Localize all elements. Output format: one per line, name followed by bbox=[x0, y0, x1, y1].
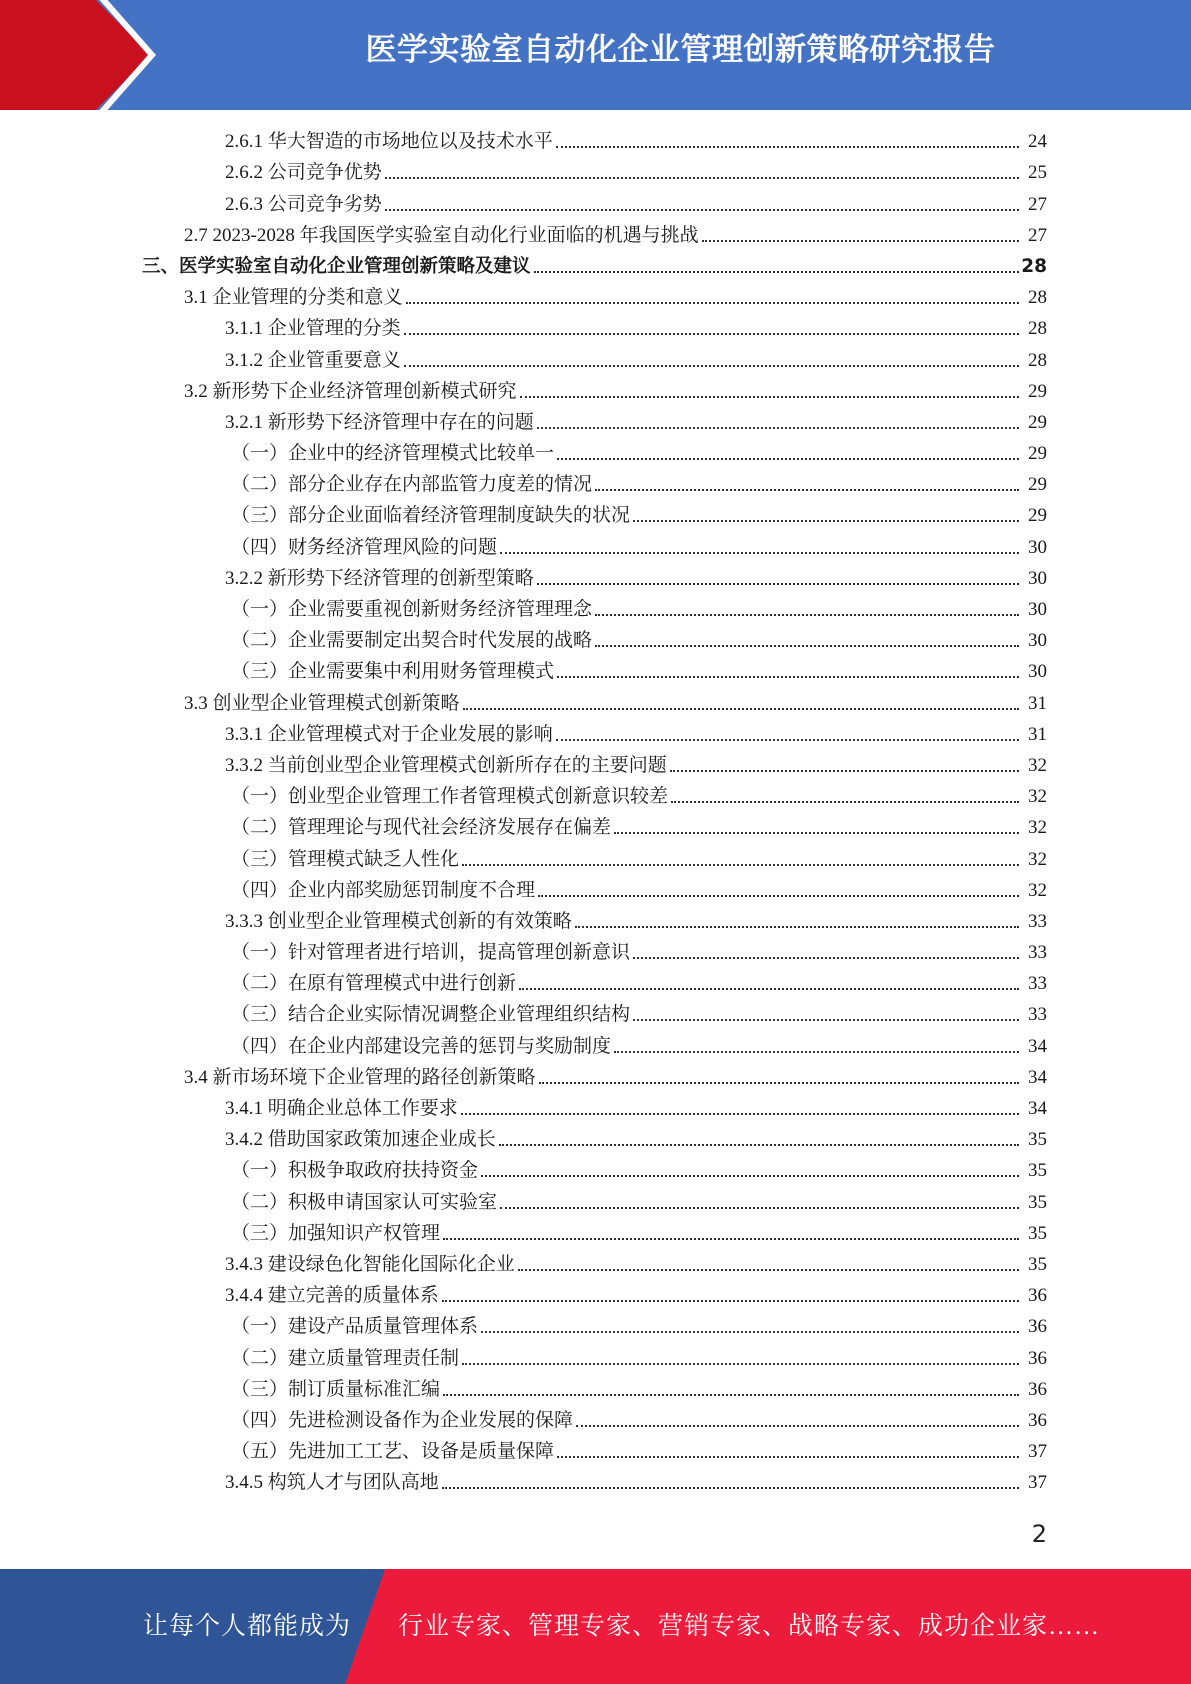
toc-entry-page: 27 bbox=[1028, 224, 1047, 246]
toc-entry[interactable] bbox=[0, 221, 1191, 252]
toc-entry[interactable] bbox=[0, 127, 1191, 158]
toc-entry-page: 30 bbox=[1028, 661, 1047, 683]
toc-entry[interactable] bbox=[0, 1437, 1191, 1468]
toc-entry[interactable] bbox=[0, 657, 1191, 688]
toc-entry[interactable] bbox=[0, 938, 1191, 969]
toc-entry[interactable] bbox=[0, 876, 1191, 907]
page-header bbox=[0, 0, 1191, 110]
table-of-contents bbox=[0, 127, 1191, 1499]
toc-dot-leader bbox=[534, 271, 1019, 273]
toc-dot-leader bbox=[557, 1456, 1019, 1458]
toc-entry[interactable] bbox=[0, 626, 1191, 657]
toc-entry-page: 36 bbox=[1028, 1285, 1047, 1307]
toc-entry[interactable] bbox=[0, 1063, 1191, 1094]
toc-entry[interactable] bbox=[0, 1000, 1191, 1031]
toc-entry[interactable] bbox=[0, 1031, 1191, 1062]
toc-entry-label: （二）管理理论与现代社会经济发展存在偏差 bbox=[231, 817, 612, 839]
toc-entry[interactable] bbox=[0, 283, 1191, 314]
toc-entry-page: 36 bbox=[1028, 1347, 1047, 1369]
toc-entry[interactable] bbox=[0, 1281, 1191, 1312]
toc-entry-label: （三）加强知识产权管理 bbox=[231, 1222, 441, 1244]
toc-entry[interactable] bbox=[0, 314, 1191, 345]
toc-entry-page: 36 bbox=[1028, 1378, 1047, 1400]
toc-entry[interactable] bbox=[0, 1094, 1191, 1125]
toc-entry[interactable] bbox=[0, 1250, 1191, 1281]
toc-entry-label: （二）在原有管理模式中进行创新 bbox=[231, 973, 517, 995]
toc-entry-label: 3.3.3 创业型企业管理模式创新的有效策略 bbox=[225, 910, 572, 932]
toc-entry[interactable] bbox=[0, 813, 1191, 844]
toc-dot-leader bbox=[481, 1175, 1019, 1177]
toc-entry-page: 32 bbox=[1028, 848, 1047, 870]
toc-dot-leader bbox=[538, 895, 1019, 897]
toc-dot-leader bbox=[481, 1331, 1019, 1333]
toc-entry-page: 25 bbox=[1028, 162, 1047, 184]
toc-dot-leader bbox=[443, 1394, 1019, 1396]
toc-entry-label: 3.1 企业管理的分类和意义 bbox=[184, 287, 403, 309]
toc-entry-page: 29 bbox=[1028, 474, 1047, 496]
toc-entry-page: 36 bbox=[1028, 1316, 1047, 1338]
toc-dot-leader bbox=[462, 1363, 1019, 1365]
toc-entry-page: 27 bbox=[1028, 193, 1047, 215]
toc-dot-leader bbox=[556, 739, 1019, 741]
toc-entry-label: （四）在企业内部建设完善的惩罚与奖励制度 bbox=[231, 1035, 612, 1057]
toc-dot-leader bbox=[463, 708, 1019, 710]
toc-entry-label: 3.3.2 当前创业型企业管理模式创新所存在的主要问题 bbox=[225, 754, 667, 776]
toc-dot-leader bbox=[442, 1300, 1019, 1302]
toc-dot-leader bbox=[670, 770, 1019, 772]
toc-entry[interactable] bbox=[0, 969, 1191, 1000]
toc-entry-label: （四）先进检测设备作为企业发展的保障 bbox=[231, 1409, 574, 1431]
toc-entry-page: 35 bbox=[1028, 1253, 1047, 1275]
toc-entry-page: 36 bbox=[1028, 1409, 1047, 1431]
toc-entry-label: （三）制订质量标准汇编 bbox=[231, 1378, 441, 1400]
toc-entry-label: （一）建设产品质量管理体系 bbox=[231, 1316, 479, 1338]
toc-entry-label: 3.2.2 新形势下经济管理的创新型策略 bbox=[225, 567, 534, 589]
toc-dot-leader bbox=[406, 302, 1019, 304]
toc-entry-label: （五）先进加工工艺、设备是质量保障 bbox=[231, 1441, 555, 1463]
toc-entry-page: 28 bbox=[1028, 287, 1047, 309]
header-chevron-icon bbox=[0, 0, 170, 110]
toc-entry[interactable] bbox=[0, 1156, 1191, 1187]
toc-entry-page: 33 bbox=[1028, 1004, 1047, 1026]
toc-dot-leader bbox=[614, 1051, 1019, 1053]
toc-entry-label: 2.7 2023-2028 年我国医学实验室自动化行业面临的机遇与挑战 bbox=[184, 224, 699, 246]
toc-entry[interactable] bbox=[0, 470, 1191, 501]
toc-entry[interactable] bbox=[0, 439, 1191, 470]
toc-entry[interactable] bbox=[0, 907, 1191, 938]
toc-entry[interactable] bbox=[0, 345, 1191, 376]
toc-entry-page: 30 bbox=[1028, 599, 1047, 620]
toc-entry-label: （二）部分企业存在内部监管力度差的情况 bbox=[231, 474, 593, 496]
toc-dot-leader bbox=[595, 645, 1019, 647]
toc-dot-leader bbox=[633, 1019, 1019, 1021]
toc-entry-page: 28 bbox=[1028, 318, 1047, 340]
toc-dot-leader bbox=[461, 1113, 1019, 1115]
toc-entry-page: 35 bbox=[1028, 1191, 1047, 1213]
footer-goals: 行业专家、管理专家、营销专家、战略专家、成功企业家…… bbox=[398, 1613, 1101, 1640]
toc-entry-label: （三）结合企业实际情况调整企业管理组织结构 bbox=[231, 1004, 631, 1026]
toc-entry[interactable] bbox=[0, 252, 1191, 283]
toc-entry-label: 2.6.2 公司竞争优势 bbox=[225, 162, 382, 184]
toc-dot-leader bbox=[671, 801, 1019, 803]
toc-entry[interactable] bbox=[0, 1343, 1191, 1374]
toc-entry-page: 33 bbox=[1028, 973, 1047, 995]
toc-entry-label: 3.4.4 建立完善的质量体系 bbox=[225, 1285, 439, 1307]
toc-entry-label: 3.2 新形势下企业经济管理创新模式研究 bbox=[184, 380, 517, 402]
toc-entry-label: 2.6.3 公司竞争劣势 bbox=[225, 193, 382, 215]
toc-entry[interactable] bbox=[0, 189, 1191, 220]
toc-entry[interactable] bbox=[0, 1187, 1191, 1218]
toc-entry-page: 31 bbox=[1028, 723, 1047, 745]
toc-entry-label: （一）企业中的经济管理模式比较单一 bbox=[231, 443, 555, 465]
toc-entry-page: 30 bbox=[1028, 630, 1047, 652]
toc-dot-leader bbox=[385, 177, 1019, 179]
toc-entry-page: 35 bbox=[1028, 1129, 1047, 1151]
toc-dot-leader bbox=[500, 552, 1019, 554]
toc-entry[interactable] bbox=[0, 844, 1191, 875]
toc-entry[interactable] bbox=[0, 782, 1191, 813]
toc-dot-leader bbox=[702, 240, 1019, 242]
toc-dot-leader bbox=[404, 333, 1019, 335]
toc-dot-leader bbox=[537, 427, 1019, 429]
toc-entry[interactable] bbox=[0, 408, 1191, 439]
toc-entry-label: 3.4.1 明确企业总体工作要求 bbox=[225, 1098, 458, 1119]
toc-entry[interactable] bbox=[0, 158, 1191, 189]
toc-entry-page: 33 bbox=[1028, 942, 1047, 964]
toc-dot-leader bbox=[500, 1207, 1019, 1209]
toc-entry-label: （一）企业需要重视创新财务经济管理理念 bbox=[231, 599, 593, 620]
toc-entry[interactable] bbox=[0, 688, 1191, 719]
toc-entry-page: 28 bbox=[1021, 255, 1047, 277]
toc-entry-page: 29 bbox=[1028, 380, 1047, 402]
toc-entry-page: 31 bbox=[1028, 692, 1047, 714]
toc-entry[interactable] bbox=[0, 1219, 1191, 1250]
toc-entry[interactable] bbox=[0, 720, 1191, 751]
toc-entry[interactable] bbox=[0, 595, 1191, 626]
toc-dot-leader bbox=[633, 520, 1019, 522]
toc-entry-page: 37 bbox=[1028, 1472, 1047, 1494]
toc-dot-leader bbox=[442, 1487, 1019, 1489]
toc-dot-leader bbox=[633, 957, 1019, 959]
toc-entry-page: 29 bbox=[1028, 411, 1047, 433]
toc-entry-page: 35 bbox=[1028, 1160, 1047, 1182]
toc-entry[interactable] bbox=[0, 1406, 1191, 1437]
page-number: 2 bbox=[1031, 1520, 1047, 1548]
toc-entry-page: 32 bbox=[1028, 817, 1047, 839]
toc-entry-label: 3.1.2 企业管重要意义 bbox=[225, 349, 401, 371]
toc-entry-page: 32 bbox=[1028, 879, 1047, 901]
toc-entry-label: 2.6.1 华大智造的市场地位以及技术水平 bbox=[225, 131, 553, 153]
toc-entry[interactable] bbox=[0, 532, 1191, 563]
toc-entry-page: 28 bbox=[1028, 349, 1047, 371]
toc-dot-leader bbox=[575, 926, 1019, 928]
toc-entry-label: 3.4 新市场环境下企业管理的路径创新策略 bbox=[184, 1066, 536, 1088]
toc-dot-leader bbox=[404, 365, 1019, 367]
toc-entry-label: （二）建立质量管理责任制 bbox=[231, 1347, 460, 1369]
toc-entry-page: 35 bbox=[1028, 1222, 1047, 1244]
toc-dot-leader bbox=[537, 583, 1019, 585]
report-title: 医学实验室自动化企业管理创新策略研究报告 bbox=[365, 32, 996, 68]
toc-dot-leader bbox=[557, 458, 1019, 460]
toc-dot-leader bbox=[576, 1425, 1019, 1427]
toc-dot-leader bbox=[499, 1144, 1019, 1146]
toc-dot-leader bbox=[539, 1082, 1019, 1084]
toc-entry[interactable] bbox=[0, 1375, 1191, 1406]
toc-dot-leader bbox=[556, 146, 1019, 148]
toc-entry-label: （三）管理模式缺乏人性化 bbox=[231, 848, 460, 870]
toc-dot-leader bbox=[595, 614, 1019, 616]
toc-entry-label: 3.3.1 企业管理模式对于企业发展的影响 bbox=[225, 723, 553, 745]
toc-entry-label: （一）创业型企业管理工作者管理模式创新意识较差 bbox=[231, 786, 669, 808]
toc-entry-label: 3.2.1 新形势下经济管理中存在的问题 bbox=[225, 411, 534, 433]
toc-entry[interactable] bbox=[0, 751, 1191, 782]
toc-dot-leader bbox=[462, 864, 1019, 866]
toc-dot-leader bbox=[519, 988, 1019, 990]
toc-entry-label: （三）部分企业面临着经济管理制度缺失的状况 bbox=[231, 505, 631, 527]
toc-entry-label: （四）财务经济管理风险的问题 bbox=[231, 536, 498, 558]
toc-entry-page: 24 bbox=[1028, 131, 1047, 153]
toc-dot-leader bbox=[443, 1238, 1019, 1240]
toc-entry-page: 37 bbox=[1028, 1441, 1047, 1463]
toc-entry-page: 29 bbox=[1028, 443, 1047, 465]
toc-entry-label: 三、医学实验室自动化企业管理创新策略及建议 bbox=[142, 255, 531, 277]
toc-entry-label: （三）企业需要集中利用财务管理模式 bbox=[231, 661, 555, 683]
toc-entry-page: 33 bbox=[1028, 910, 1047, 932]
toc-entry-label: 3.3 创业型企业管理模式创新策略 bbox=[184, 692, 460, 714]
toc-entry-page: 34 bbox=[1028, 1066, 1047, 1088]
toc-entry-page: 30 bbox=[1028, 536, 1047, 558]
toc-entry-page: 32 bbox=[1028, 754, 1047, 776]
toc-entry-label: 3.4.2 借助国家政策加速企业成长 bbox=[225, 1129, 496, 1151]
toc-entry[interactable] bbox=[0, 377, 1191, 408]
footer-slogan: 让每个人都能成为 bbox=[143, 1613, 352, 1640]
toc-dot-leader bbox=[385, 209, 1019, 211]
toc-dot-leader bbox=[520, 396, 1019, 398]
toc-entry-page: 29 bbox=[1028, 505, 1047, 527]
toc-entry[interactable] bbox=[0, 1312, 1191, 1343]
toc-entry-label: （二）积极申请国家认可实验室 bbox=[231, 1191, 498, 1213]
toc-entry-label: 3.1.1 企业管理的分类 bbox=[225, 318, 401, 340]
toc-dot-leader bbox=[595, 489, 1019, 491]
toc-entry[interactable] bbox=[0, 1125, 1191, 1156]
toc-entry[interactable] bbox=[0, 564, 1191, 595]
toc-entry-page: 30 bbox=[1028, 567, 1047, 589]
toc-entry-label: 3.4.5 构筑人才与团队高地 bbox=[225, 1472, 439, 1494]
toc-dot-leader bbox=[614, 832, 1019, 834]
toc-entry-page: 34 bbox=[1028, 1098, 1047, 1119]
toc-entry-label: （四）企业内部奖励惩罚制度不合理 bbox=[231, 879, 536, 901]
toc-dot-leader bbox=[518, 1269, 1019, 1271]
chevron-red-block bbox=[0, 0, 150, 110]
page-footer bbox=[0, 1569, 1191, 1684]
toc-entry-page: 32 bbox=[1028, 786, 1047, 808]
toc-entry[interactable] bbox=[0, 1468, 1191, 1499]
toc-entry-label: （一）针对管理者进行培训，提高管理创新意识 bbox=[231, 942, 631, 964]
toc-dot-leader bbox=[557, 676, 1019, 678]
toc-entry-label: （二）企业需要制定出契合时代发展的战略 bbox=[231, 630, 593, 652]
toc-entry[interactable] bbox=[0, 501, 1191, 532]
toc-entry-label: （一）积极争取政府扶持资金 bbox=[231, 1160, 479, 1182]
toc-entry-page: 34 bbox=[1028, 1035, 1047, 1057]
toc-entry-label: 3.4.3 建设绿色化智能化国际化企业 bbox=[225, 1253, 515, 1275]
